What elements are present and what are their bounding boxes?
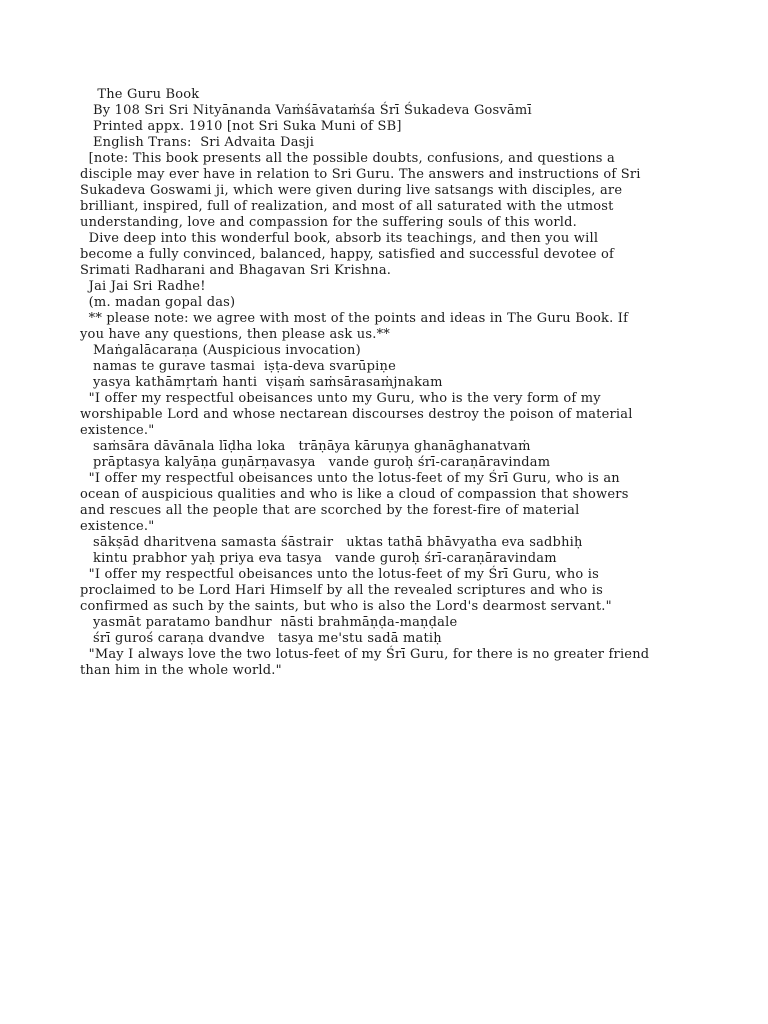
byline-block: By 108 Sri Sri Nityānanda Vaṁśāvataṁśa Śrī Śukadeva Gosvāmī Printed appx. 1910 [not Sri Suka Muni of SB] English Trans: Sri Advaita Dasji bbox=[92, 103, 532, 150]
disclaimer-paragraph: ** please note: we agree with most of the points and ideas in The Guru Book. If you have any questions, then please ask us.** bbox=[80, 311, 629, 342]
sanskrit-verse-2: saṁsāra dāvānala līḍha loka trāṇāya kāruṇya ghanāghanatvaṁ prāptasya kalyāṇa guṇārṇavasya vande guroḥ śrī-caraṇāravindam bbox=[92, 439, 551, 470]
sanskrit-verse-4: yasmāt paratamo bandhur nāsti brahmāṇḍa-maṇḍale śrī guroś caraṇa dvandve tasya me'stu sadā matiḥ bbox=[92, 615, 458, 646]
verse-4-translation: "May I always love the two lotus-feet of my Śrī Guru, for there is no greater friend than him in the whole world." bbox=[80, 647, 650, 678]
verse-3-translation: "I offer my respectful obeisances unto the lotus-feet of my Śrī Guru, who is proclaimed to be Lord Hari Himself by all the revealed scriptures and who is confirmed as such by the saints, but who is also the Lord's dearmost servant." bbox=[80, 567, 612, 614]
invocation-heading: Maṅgalācaraṇa (Auspicious invocation) bbox=[80, 343, 361, 358]
verse-2-translation: "I offer my respectful obeisances unto the lotus-feet of my Śrī Guru, who is an ocean of auspicious qualities and who is like a cloud of compassion that showers and rescues all the people that are scorched by the forest-fire of material existence." bbox=[80, 471, 629, 534]
sanskrit-verse-1: namas te gurave tasmai iṣṭa-deva svarūpiṇe yasya kathāmṛtaṁ hanti viṣaṁ saṁsārasaṁjnakam bbox=[92, 359, 443, 390]
salutation-block: Jai Jai Sri Radhe! (m. madan gopal das) bbox=[88, 279, 236, 310]
note-paragraph: [note: This book presents all the possible doubts, confusions, and questions a disciple may ever have in relation to Sri Guru. The answers and instructions of Sri Sukadeva Goswami ji, which were given during live satsangs with disciples, are brilliant, inspired, full of realization, and most of all saturated with the utmost understanding, love and compassion for the suffering souls of this world. bbox=[80, 151, 641, 230]
dive-paragraph: Dive deep into this wonderful book, absorb its teachings, and then you will become a fully convinced, balanced, happy, satisfied and successful devotee of Srimati Radharani and Bhagavan Sri Krishna. bbox=[80, 231, 615, 278]
document-title: The Guru Book bbox=[80, 87, 200, 102]
sanskrit-verse-3: sākṣād dharitvena samasta śāstrair uktas tathā bhāvyatha eva sadbhiḥ kintu prabhor yaḥ priya eva tasya vande guroḥ śrī-caraṇāravindam bbox=[92, 535, 583, 566]
verse-1-translation: "I offer my respectful obeisances unto my Guru, who is the very form of my worshipable Lord and whose nectarean discourses destroy the poison of material existence." bbox=[80, 391, 633, 438]
